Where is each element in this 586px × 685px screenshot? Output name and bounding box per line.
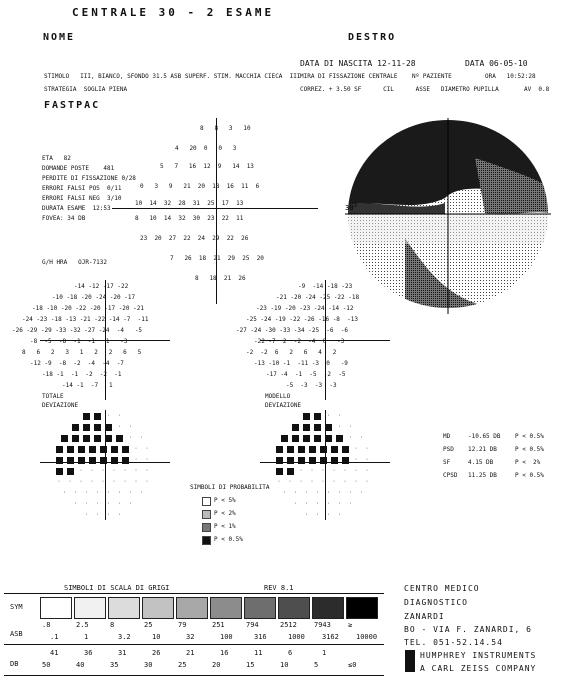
threshold-row: 5 7 16 12 9 14 13 bbox=[160, 163, 254, 170]
pd-label-2: DEVIAZIONE bbox=[265, 402, 302, 409]
prob-symbol: · bbox=[73, 501, 77, 507]
total_deviation-row: -18 -10 -20 -22 -20 -17 -20 -21 bbox=[32, 305, 144, 312]
prob-symbol: · bbox=[321, 479, 325, 485]
brand-line-1: HUMPHREY INSTRUMENTS bbox=[420, 651, 537, 660]
index-value: 4.15 DB bbox=[468, 459, 494, 466]
threshold-row: 4 20 0 0 3 bbox=[175, 145, 237, 152]
prob-symbol: · bbox=[315, 490, 319, 496]
grayscale-rev: REV 8.1 bbox=[264, 584, 294, 592]
pattern_deviation-row: -5 -3 -3 -3 bbox=[286, 382, 337, 389]
prob-symbol: · bbox=[332, 468, 336, 474]
ght-result: G/H HRA OJR-7132 bbox=[42, 259, 108, 266]
prob-symbol: · bbox=[128, 435, 132, 441]
asb-top: 794 bbox=[246, 621, 259, 629]
prob-symbol bbox=[298, 457, 305, 464]
db-top: 21 bbox=[186, 649, 195, 657]
prob-symbol bbox=[320, 457, 327, 464]
prob-symbol: · bbox=[117, 501, 121, 507]
asb-bottom: 100 bbox=[220, 633, 233, 641]
prob-legend-label: P < 5% bbox=[214, 497, 236, 504]
index-value: 12.21 DB bbox=[468, 446, 497, 453]
index-name: MD bbox=[443, 433, 451, 440]
prob-symbol: · bbox=[73, 490, 77, 496]
db-bottom: 5 bbox=[314, 661, 319, 669]
index-p: P < 0.5% bbox=[515, 446, 544, 453]
db-top: 1 bbox=[322, 649, 327, 657]
prob-symbol: · bbox=[123, 479, 127, 485]
prob-symbol: · bbox=[315, 501, 319, 507]
prob-symbol bbox=[89, 457, 96, 464]
prob-symbol bbox=[105, 424, 112, 431]
prob-symbol bbox=[314, 435, 321, 442]
prob-symbol: · bbox=[299, 468, 303, 474]
prob-symbol: · bbox=[365, 457, 369, 463]
asb-label: ASB bbox=[10, 630, 23, 638]
prob-symbol: · bbox=[337, 413, 341, 419]
prob-symbol bbox=[83, 424, 90, 431]
prob-symbol bbox=[342, 457, 349, 464]
index-p: P < 0.5% bbox=[515, 472, 544, 479]
prob-legend-swatch bbox=[202, 536, 211, 545]
prob-symbol bbox=[309, 457, 316, 464]
total_deviation-row: -14 -1 -7 1 bbox=[62, 382, 113, 389]
prob-symbol: · bbox=[348, 435, 352, 441]
correction-info: CORREZ. + 3.50 SF CIL ASSE DIAMETRO PUPILLA AV 0.8 bbox=[300, 86, 550, 93]
db-top: 41 bbox=[50, 649, 59, 657]
reliability-line: ETA 82 bbox=[42, 155, 71, 162]
prob-symbol bbox=[276, 457, 283, 464]
prob-symbol bbox=[67, 457, 74, 464]
legend-bottom-line bbox=[4, 675, 384, 676]
birth-date: DATA DI NASCITA 12-11-28 bbox=[300, 59, 416, 68]
prob-symbol: · bbox=[365, 479, 369, 485]
exam-time: ORA 10:52:28 bbox=[485, 73, 536, 80]
strategy-info: STRATEGIA SOGLIA PIENA bbox=[44, 86, 128, 93]
prob-symbol bbox=[309, 446, 316, 453]
prob-symbol bbox=[314, 413, 321, 420]
reliability-line: ERRORI FALSI POS 0/11 bbox=[42, 185, 122, 192]
prob-symbol: · bbox=[134, 468, 138, 474]
prob-symbol bbox=[314, 424, 321, 431]
prob-symbol bbox=[287, 457, 294, 464]
prob-symbol: · bbox=[304, 501, 308, 507]
prob-symbol: · bbox=[365, 468, 369, 474]
index-value: 11.25 DB bbox=[468, 472, 497, 479]
db-label: DB bbox=[10, 660, 19, 668]
name-label: NOME bbox=[43, 32, 76, 43]
pattern_deviation-row: -9 -14 -18 -23 bbox=[298, 283, 353, 290]
prob-symbol bbox=[122, 446, 129, 453]
prob-symbol: · bbox=[139, 435, 143, 441]
prob-symbol bbox=[303, 424, 310, 431]
prob-legend-title: SIMBOLI DI PROBABILITA bbox=[190, 484, 270, 491]
grayscale-swatch bbox=[142, 597, 174, 619]
threshold-row: 23 20 27 22 24 29 22 26 bbox=[140, 235, 249, 242]
db-top: 26 bbox=[152, 649, 161, 657]
db-bottom: 35 bbox=[110, 661, 119, 669]
total_deviation-row: -18 -1 -1 -2 -2 -1 bbox=[42, 371, 122, 378]
prob-symbol bbox=[325, 435, 332, 442]
prob-symbol bbox=[336, 435, 343, 442]
patient-number: Nº PAZIENTE bbox=[412, 73, 452, 80]
grayscale-swatch bbox=[210, 597, 242, 619]
index-name: CPSD bbox=[443, 472, 458, 479]
reliability-line: DOMANDE POSTE 481 bbox=[42, 165, 115, 172]
index-value: -10.65 DB bbox=[468, 433, 501, 440]
clinic-line-5: TEL. 051-52.14.54 bbox=[404, 638, 503, 647]
prob-symbol bbox=[276, 468, 283, 475]
exam-date: DATA 06-05-10 bbox=[465, 59, 528, 68]
prob-symbol bbox=[292, 424, 299, 431]
prob-symbol bbox=[78, 446, 85, 453]
pd-label-1: MODELLO bbox=[265, 393, 291, 400]
prob-symbol: · bbox=[354, 468, 358, 474]
prob-symbol: · bbox=[293, 490, 297, 496]
prob-symbol: · bbox=[128, 490, 132, 496]
prob-symbol: · bbox=[337, 501, 341, 507]
db-top: 31 bbox=[118, 649, 127, 657]
pattern_deviation-row: -2 -2 6 2 6 4 2 bbox=[246, 349, 337, 356]
prob-symbol: · bbox=[359, 490, 363, 496]
prob-symbol: · bbox=[337, 512, 341, 518]
grayscale-title: SIMBOLI DI SCALA DI GRIGI bbox=[64, 584, 170, 592]
humphrey-logo-icon bbox=[405, 650, 415, 672]
prob-symbol bbox=[111, 446, 118, 453]
threshold-h-axis bbox=[112, 208, 318, 209]
prob-legend-label: P < 0.5% bbox=[214, 536, 243, 543]
asb-bottom: 1 bbox=[84, 633, 89, 641]
asb-top: 2512 bbox=[280, 621, 297, 629]
prob-legend-swatch bbox=[202, 497, 211, 506]
prob-symbol: · bbox=[123, 468, 127, 474]
db-top: 36 bbox=[84, 649, 93, 657]
threshold-row: 10 14 32 28 31 25 17 13 bbox=[135, 200, 244, 207]
db-bottom: 20 bbox=[212, 661, 221, 669]
asb-top: 79 bbox=[178, 621, 187, 629]
fixation-info: MIRA DI FISSAZIONE CENTRALE bbox=[300, 73, 398, 80]
prob-symbol: · bbox=[68, 479, 72, 485]
prob-symbol: · bbox=[337, 490, 341, 496]
threshold-row: 8 18 21 26 bbox=[195, 275, 246, 282]
prob-symbol: · bbox=[57, 479, 61, 485]
asb-bottom: 1000 bbox=[288, 633, 305, 641]
prob-symbol: · bbox=[145, 479, 149, 485]
threshold-row: 7 26 18 21 29 25 20 bbox=[170, 255, 264, 262]
clinic-line-2: DIAGNOSTICO bbox=[404, 598, 468, 607]
prob-symbol: · bbox=[106, 413, 110, 419]
prob-symbol bbox=[94, 413, 101, 420]
prob-symbol: · bbox=[326, 413, 330, 419]
prob-symbol: · bbox=[128, 424, 132, 430]
prob-legend-swatch bbox=[202, 510, 211, 519]
prob-symbol: · bbox=[101, 479, 105, 485]
prob-symbol: · bbox=[117, 413, 121, 419]
prob-symbol: · bbox=[117, 512, 121, 518]
asb-bottom: 10000 bbox=[356, 633, 378, 641]
prob-symbol bbox=[276, 446, 283, 453]
pattern_deviation-row: -25 -24 -19 -22 -26 -16 -8 -13 bbox=[246, 316, 358, 323]
prob-symbol bbox=[56, 457, 63, 464]
total_deviation-row: -24 -23 -18 -13 -21 -22 -14 -7 -11 bbox=[22, 316, 149, 323]
prob-symbol: · bbox=[84, 501, 88, 507]
asb-bottom: .1 bbox=[50, 633, 59, 641]
grayscale-swatch bbox=[346, 597, 378, 619]
prob-legend-label: P < 1% bbox=[214, 523, 236, 530]
prob-symbol: · bbox=[359, 435, 363, 441]
legend-mid-line bbox=[4, 644, 384, 645]
grayscale-swatch bbox=[74, 597, 106, 619]
prob-symbol: · bbox=[95, 512, 99, 518]
prob-symbol: · bbox=[310, 468, 314, 474]
prob-symbol: · bbox=[288, 479, 292, 485]
grayscale-swatch bbox=[40, 597, 72, 619]
prob-symbol: · bbox=[112, 479, 116, 485]
prob-symbol: · bbox=[145, 457, 149, 463]
asb-top: .8 bbox=[42, 621, 51, 629]
threshold-row: 8 8 3 10 bbox=[200, 125, 251, 132]
prob-symbol: · bbox=[62, 490, 66, 496]
prob-symbol: · bbox=[354, 457, 358, 463]
index-name: PSD bbox=[443, 446, 454, 453]
db-bottom: 40 bbox=[76, 661, 85, 669]
index-p: P < 2% bbox=[515, 459, 541, 466]
prob-symbol: · bbox=[79, 468, 83, 474]
grayscale-swatch bbox=[244, 597, 276, 619]
pattern_deviation-row: -17 -4 -1 -5 -2 -5 bbox=[266, 371, 346, 378]
prob-symbol: · bbox=[106, 501, 110, 507]
clinic-line-3: ZANARDI bbox=[404, 612, 445, 621]
prob-symbol bbox=[331, 457, 338, 464]
prob-symbol: · bbox=[90, 468, 94, 474]
prob-symbol: · bbox=[84, 512, 88, 518]
brand-line-2: A CARL ZEISS COMPANY bbox=[420, 664, 537, 673]
eye-label: DESTRO bbox=[348, 32, 397, 43]
asb-top: 7943 bbox=[314, 621, 331, 629]
prob-symbol bbox=[331, 446, 338, 453]
threshold-row: 8 10 14 32 30 23 22 11 bbox=[135, 215, 244, 222]
pattern_deviation-row: -13 -10 -1 -11 -3 0 -9 bbox=[254, 360, 348, 367]
asb-top: 25 bbox=[144, 621, 153, 629]
prob-symbol: · bbox=[348, 490, 352, 496]
prob-symbol: · bbox=[354, 479, 358, 485]
pattern_deviation-row: -27 -24 -30 -33 -34 -25 -6 -6 bbox=[236, 327, 348, 334]
prob-symbol: · bbox=[134, 457, 138, 463]
db-bottom: 10 bbox=[280, 661, 289, 669]
prob-symbol bbox=[303, 435, 310, 442]
prob-symbol: · bbox=[84, 490, 88, 496]
prob-symbol: · bbox=[348, 501, 352, 507]
clinic-line-1: CENTRO MEDICO bbox=[404, 584, 480, 593]
prob-symbol bbox=[61, 435, 68, 442]
prob-symbol bbox=[56, 446, 63, 453]
prob-symbol bbox=[122, 457, 129, 464]
prob-symbol: · bbox=[326, 501, 330, 507]
prob-symbol bbox=[67, 468, 74, 475]
prob-symbol bbox=[72, 424, 79, 431]
reliability-line: ERRORI FALSI NEG 3/10 bbox=[42, 195, 122, 202]
prob-legend-label: P < 2% bbox=[214, 510, 236, 517]
asb-bottom: 316 bbox=[254, 633, 267, 641]
prob-symbol: · bbox=[293, 501, 297, 507]
exam-title: CENTRALE 30 - 2 ESAME bbox=[72, 6, 275, 19]
td-label-1: TOTALE bbox=[42, 393, 64, 400]
prob-symbol: · bbox=[337, 424, 341, 430]
program-name: FASTPAC bbox=[44, 100, 101, 111]
prob-symbol: · bbox=[117, 490, 121, 496]
prob-symbol: · bbox=[95, 501, 99, 507]
prob-symbol: · bbox=[343, 479, 347, 485]
prob-symbol: · bbox=[354, 446, 358, 452]
prob-symbol: · bbox=[90, 479, 94, 485]
prob-symbol: · bbox=[310, 479, 314, 485]
grayscale-swatch bbox=[108, 597, 140, 619]
index-p: P < 0.5% bbox=[515, 433, 544, 440]
prob-symbol: · bbox=[145, 468, 149, 474]
prob-symbol: · bbox=[106, 512, 110, 518]
legend-top-line bbox=[4, 593, 384, 594]
prob-symbol bbox=[67, 446, 74, 453]
threshold-row: 0 3 9 21 20 18 16 11 6 bbox=[140, 183, 260, 190]
prob-symbol: · bbox=[282, 490, 286, 496]
prob-symbol: · bbox=[326, 490, 330, 496]
asb-bottom: 32 bbox=[186, 633, 195, 641]
reliability-line: PERDITE DI FISSAZIONE 0/28 bbox=[42, 175, 136, 182]
prob-symbol: · bbox=[348, 424, 352, 430]
prob-symbol: · bbox=[139, 490, 143, 496]
asb-top: 2.5 bbox=[76, 621, 89, 629]
total_deviation-row: -26 -29 -29 -33 -32 -27 -24 -4 -5 bbox=[12, 327, 143, 334]
asb-bottom: 3162 bbox=[322, 633, 339, 641]
prob-symbol: · bbox=[128, 501, 132, 507]
db-top: 11 bbox=[254, 649, 263, 657]
prob-symbol bbox=[100, 446, 107, 453]
reliability-line: FOVEA: 34 DB bbox=[42, 215, 86, 222]
db-bottom: 25 bbox=[178, 661, 187, 669]
prob-symbol bbox=[116, 435, 123, 442]
db-top: 6 bbox=[288, 649, 293, 657]
prob-symbol: · bbox=[332, 479, 336, 485]
prob-symbol: · bbox=[79, 479, 83, 485]
prob-legend-swatch bbox=[202, 523, 211, 532]
stimulus-info: STIMOLO III, BIANCO, SFONDO 31.5 ASB SUPERF. STIM. MACCHIA CIECA III bbox=[44, 73, 301, 80]
td-label-2: DEVIAZIONE bbox=[42, 402, 79, 409]
prob-symbol bbox=[83, 413, 90, 420]
prob-symbol bbox=[83, 435, 90, 442]
prob-symbol: · bbox=[365, 446, 369, 452]
prob-symbol bbox=[298, 446, 305, 453]
asb-bottom: 10 bbox=[152, 633, 161, 641]
total_deviation-row: -10 -18 -20 -24 -20 -17 bbox=[52, 294, 136, 301]
prob-symbol bbox=[72, 435, 79, 442]
prob-symbol: · bbox=[343, 468, 347, 474]
grayscale-swatch bbox=[312, 597, 344, 619]
prob-symbol bbox=[303, 413, 310, 420]
prob-symbol bbox=[342, 446, 349, 453]
asb-bottom: 3.2 bbox=[118, 633, 131, 641]
prob-symbol: · bbox=[304, 512, 308, 518]
prob-symbol: · bbox=[134, 479, 138, 485]
total_deviation-row: -14 -12 -17 -22 bbox=[74, 283, 129, 290]
prob-symbol: · bbox=[101, 468, 105, 474]
prob-symbol: · bbox=[106, 490, 110, 496]
total_deviation-row: -12 -9 -8 -2 -4 -4 -7 bbox=[30, 360, 124, 367]
prob-symbol: · bbox=[112, 468, 116, 474]
total_deviation-row: -8 -5 -8 -1 -1 1 -3 bbox=[30, 338, 128, 345]
prob-symbol: · bbox=[117, 424, 121, 430]
prob-symbol: · bbox=[315, 512, 319, 518]
prob-symbol bbox=[281, 435, 288, 442]
db-bottom: 50 bbox=[42, 661, 51, 669]
asb-top: 251 bbox=[212, 621, 225, 629]
prob-symbol bbox=[56, 468, 63, 475]
db-top: 16 bbox=[220, 649, 229, 657]
prob-symbol: · bbox=[145, 446, 149, 452]
prob-symbol: · bbox=[95, 490, 99, 496]
total_deviation-row: 8 6 2 3 1 2 2 6 5 bbox=[22, 349, 142, 356]
asb-top: 8 bbox=[110, 621, 115, 629]
grayscale-map bbox=[345, 118, 551, 314]
reliability-line: DURATA ESAME 12:53 bbox=[42, 205, 111, 212]
index-name: SF bbox=[443, 459, 451, 466]
prob-symbol bbox=[94, 435, 101, 442]
prob-symbol bbox=[287, 446, 294, 453]
pattern_deviation-row: -21 -20 -24 -25 -22 -18 bbox=[276, 294, 360, 301]
prob-symbol: · bbox=[304, 490, 308, 496]
map-30-label: 30° bbox=[345, 204, 358, 212]
prob-symbol: · bbox=[326, 512, 330, 518]
prob-symbol bbox=[320, 446, 327, 453]
prob-symbol bbox=[287, 468, 294, 475]
clinic-line-4: BO - VIA F. ZANARDI, 6 bbox=[404, 625, 532, 634]
prob-symbol bbox=[325, 424, 332, 431]
prob-symbol bbox=[100, 457, 107, 464]
asb-top: ≥ bbox=[348, 621, 353, 629]
grayscale-swatch bbox=[176, 597, 208, 619]
prob-symbol bbox=[111, 457, 118, 464]
prob-symbol: · bbox=[277, 479, 281, 485]
db-bottom: 15 bbox=[246, 661, 255, 669]
prob-symbol bbox=[89, 446, 96, 453]
pattern_deviation-row: -22 -7 2 -2 -4 0 -3 bbox=[254, 338, 345, 345]
prob-symbol bbox=[105, 435, 112, 442]
prob-symbol bbox=[292, 435, 299, 442]
sym-label: SYM bbox=[10, 603, 23, 611]
pattern_deviation-row: -23 -19 -20 -23 -24 -14 -12 bbox=[256, 305, 354, 312]
prob-symbol bbox=[94, 424, 101, 431]
db-bottom: ≤0 bbox=[348, 661, 357, 669]
prob-symbol bbox=[78, 457, 85, 464]
prob-symbol: · bbox=[321, 468, 325, 474]
prob-symbol: · bbox=[134, 446, 138, 452]
prob-symbol: · bbox=[299, 479, 303, 485]
grayscale-swatch bbox=[278, 597, 310, 619]
db-bottom: 30 bbox=[144, 661, 153, 669]
